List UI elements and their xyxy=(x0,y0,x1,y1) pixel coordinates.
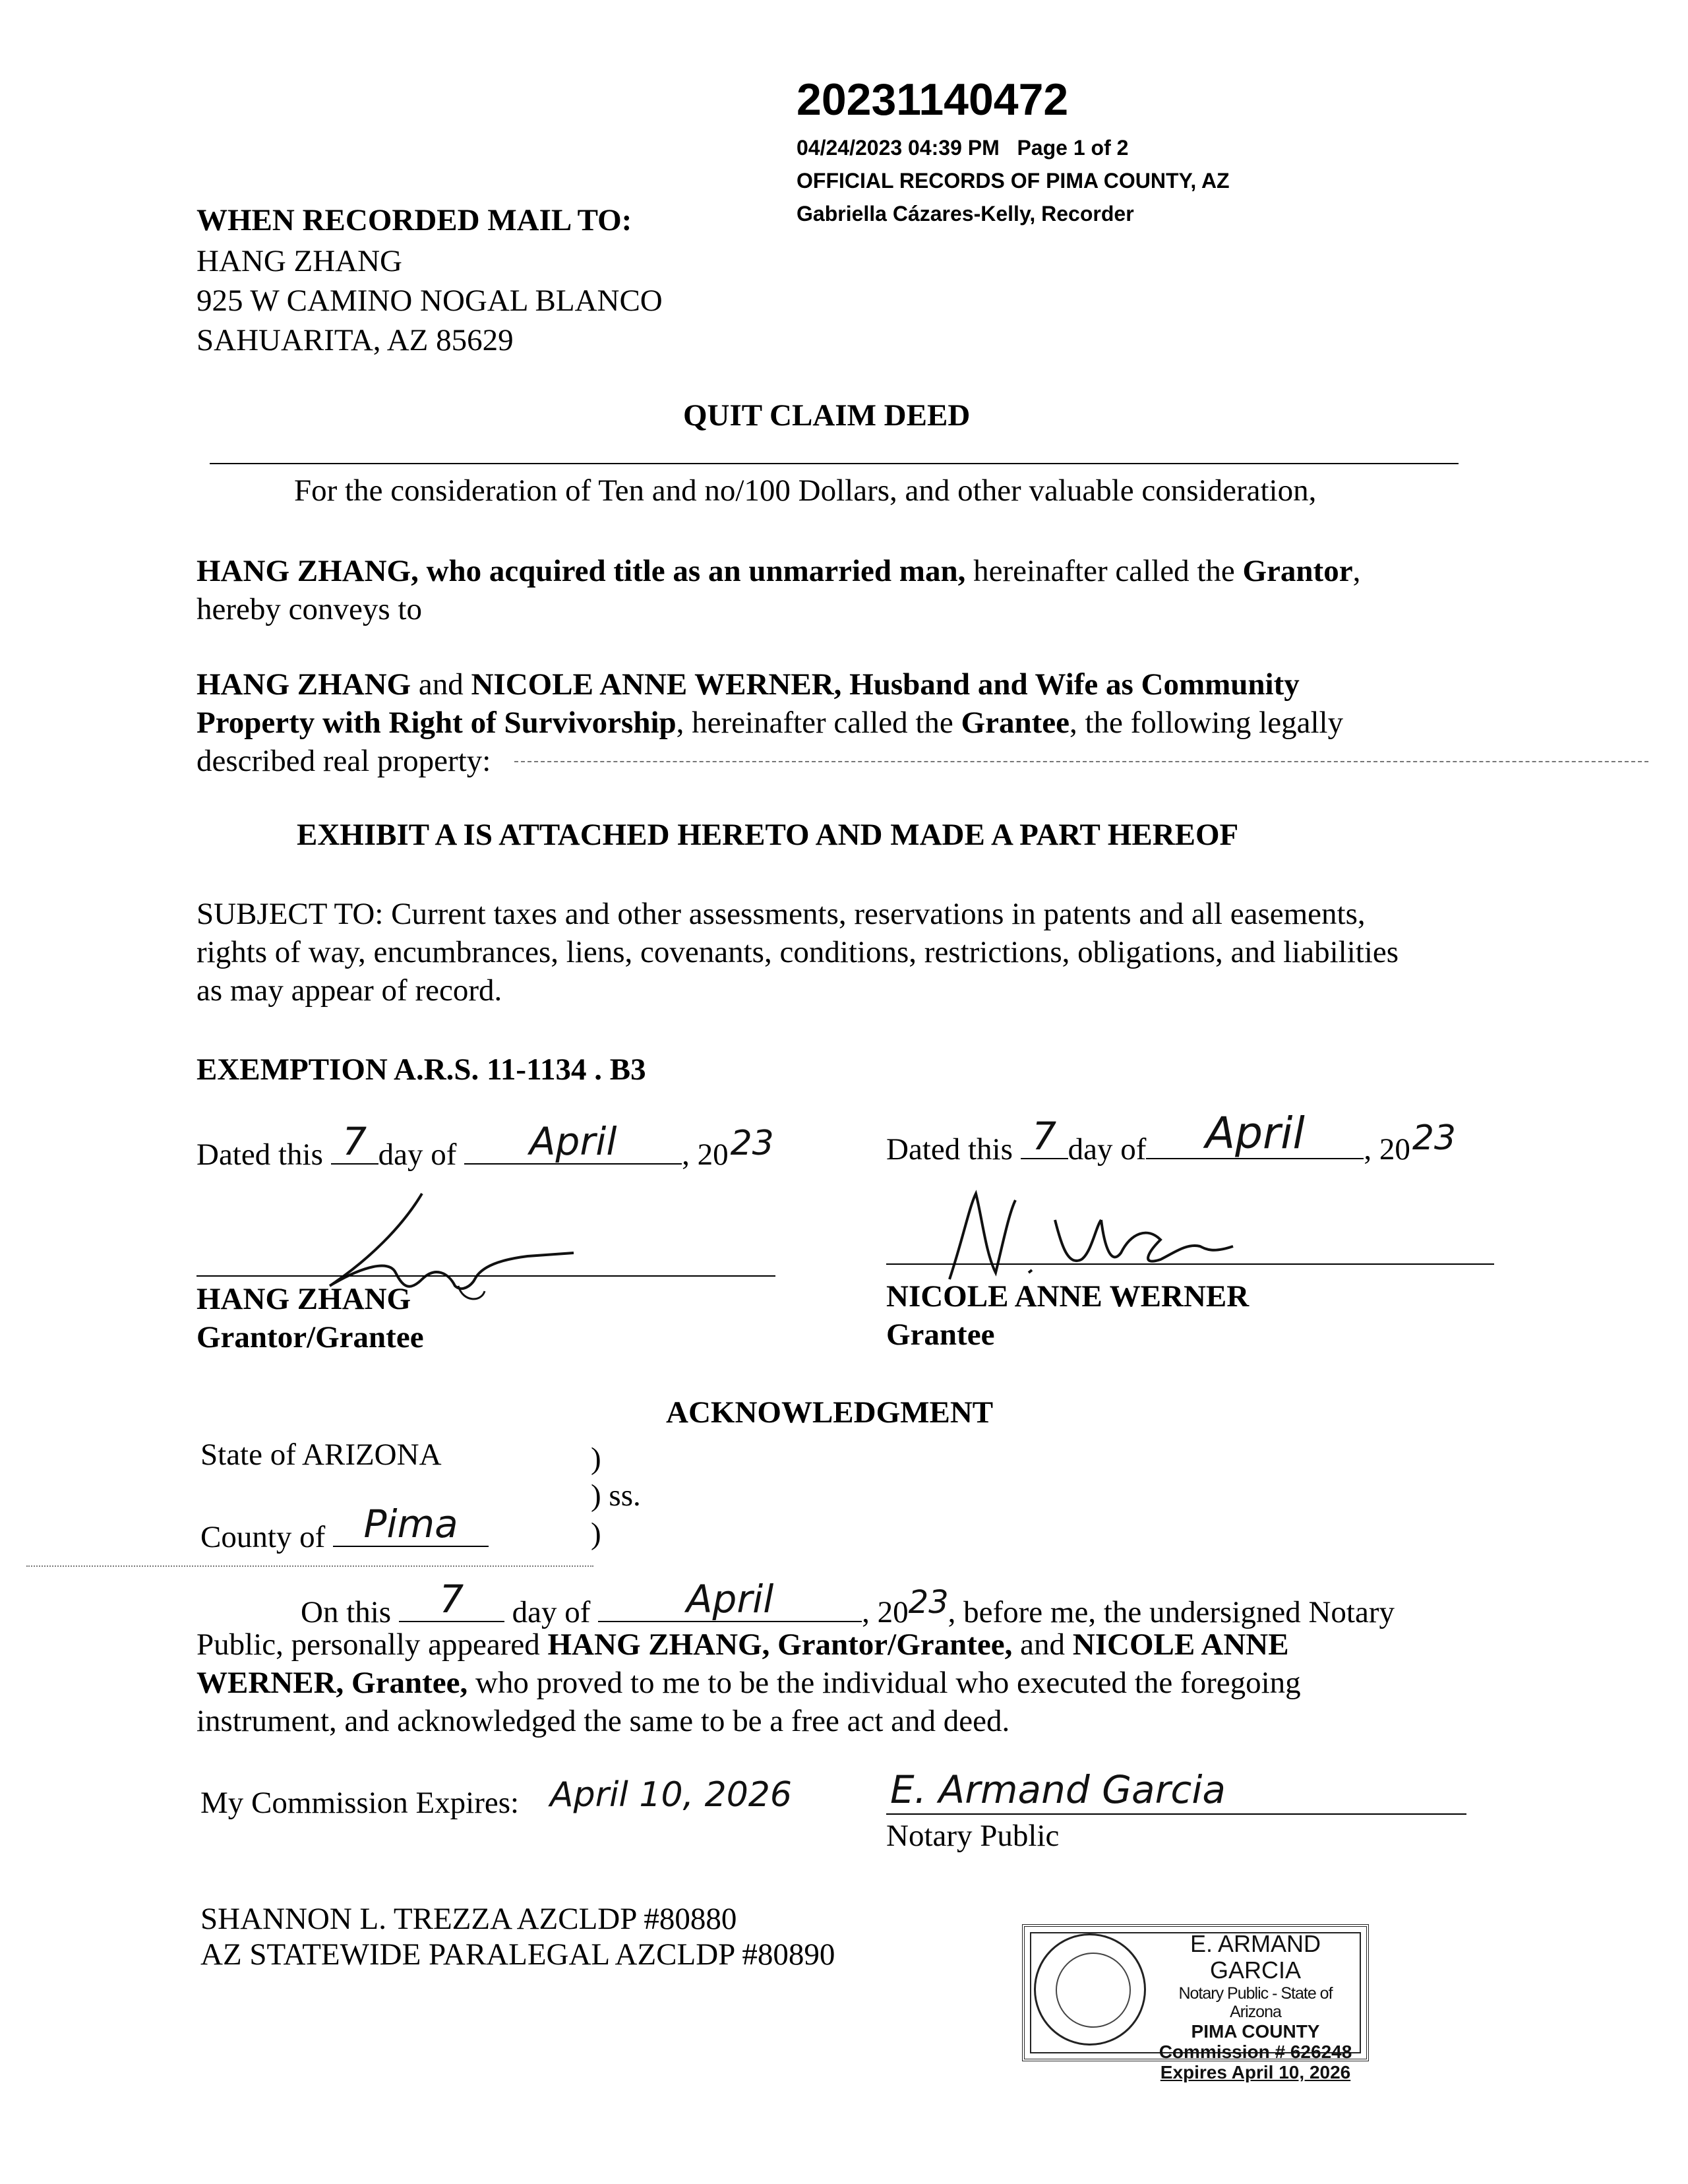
county-label: County of xyxy=(200,1520,326,1554)
dated-right-month: April xyxy=(1205,1108,1305,1159)
notary-day-field xyxy=(399,1577,504,1622)
dated-right-day-field xyxy=(1021,1114,1068,1159)
document-title: QUIT CLAIM DEED xyxy=(683,398,971,433)
grantee-signature xyxy=(923,1180,1266,1292)
notary-signature-line xyxy=(886,1813,1466,1815)
subject-to-line2: rights of way, encumbrances, liens, covenants, conditions, restrictions, obligations, and liabilities xyxy=(196,935,1399,969)
dated-left xyxy=(196,1119,776,1175)
commission-label: My Commission Expires: xyxy=(200,1786,520,1820)
recording-office: OFFICIAL RECORDS OF PIMA COUNTY, AZ xyxy=(797,169,1230,193)
notary-line4: instrument, and acknowledged the same to be a free act and deed. xyxy=(196,1704,1010,1738)
recorder-name: Gabriella Cázares-Kelly, Recorder xyxy=(797,202,1134,226)
grantee-legally: , the following legally xyxy=(1069,706,1344,740)
dated-right-year-field xyxy=(1410,1118,1458,1159)
dated-right-prefix: Dated this xyxy=(886,1132,1013,1167)
grantee-role: Grantee xyxy=(886,1318,995,1352)
grantor-name: HANG ZHANG xyxy=(196,1282,411,1316)
dated-right-year-prefix: , 20 xyxy=(1364,1132,1410,1167)
notary-seal xyxy=(1022,1924,1369,2083)
preparer-line2: AZ STATEWIDE PARALEGAL AZCLDP #80890 xyxy=(200,1937,835,1972)
recording-datetime xyxy=(797,136,1128,160)
commission-value: April 10, 2026 xyxy=(550,1775,792,1815)
seal-state-line: Notary Public - State of Arizona xyxy=(1178,1984,1333,2021)
ss-label: ) ss. xyxy=(591,1478,641,1513)
seal-expires: Expires April 10, 2026 xyxy=(1160,2062,1351,2083)
paren-1: ) xyxy=(591,1441,601,1476)
recording-date: 04/24/2023 04:39 PM xyxy=(797,136,1000,160)
dated-left-day-field xyxy=(331,1119,378,1165)
notary-year-prefix: , 20 xyxy=(862,1595,909,1629)
seal-commission: Commission # 626248 xyxy=(1159,2041,1352,2062)
grantee-name: NICOLE ANNE WERNER xyxy=(886,1279,1250,1314)
dated-right-dayof: day of xyxy=(1068,1132,1147,1167)
grantor-line2: hereby conveys to xyxy=(196,592,422,626)
dated-right-day: 7 xyxy=(1032,1114,1057,1159)
state-label: State of ARIZONA xyxy=(200,1438,442,1472)
grantor-text: hereinafter called the xyxy=(965,554,1243,588)
county-field xyxy=(333,1502,489,1547)
document-number: 20231140472 xyxy=(797,75,1069,125)
county-line xyxy=(200,1502,489,1558)
grantee-property: Property with Right of Survivorship xyxy=(196,706,677,740)
notary-bold1: HANG ZHANG, Grantor/Grantee, xyxy=(547,1627,1013,1662)
notary-text1: , before me, the undersigned Notary xyxy=(948,1595,1395,1629)
notary-day: 7 xyxy=(439,1577,464,1622)
grantee-name2: NICOLE ANNE WERNER, Husband and Wife as Community xyxy=(471,667,1300,702)
acknowledgment-heading: ACKNOWLEDGMENT xyxy=(666,1395,994,1430)
notary-on-this: On this xyxy=(301,1595,392,1629)
title-rule xyxy=(210,463,1459,464)
grantor-term: Grantor xyxy=(1242,554,1353,588)
grantee-signature-line xyxy=(886,1263,1494,1265)
paren-3: ) xyxy=(591,1517,601,1551)
notary-text4: who proved to me to be the individual who executed the foregoing xyxy=(467,1666,1301,1700)
grantor-bold: HANG ZHANG, who acquired title as an unmarried man, xyxy=(196,554,966,588)
grantor-line1 xyxy=(196,551,1360,592)
dated-left-month-field xyxy=(464,1119,682,1165)
notary-text3: and xyxy=(1012,1627,1073,1662)
mail-to-name: HANG ZHANG xyxy=(196,244,402,278)
consideration-text: For the consideration of Ten and no/100 Dollars, and other valuable consideration, xyxy=(294,473,1317,508)
mail-to-address2: SAHUARITA, AZ 85629 xyxy=(196,323,514,357)
grantee-and: and xyxy=(411,667,471,702)
seal-notary-name: E. ARMAND GARCIA xyxy=(1190,1930,1321,1984)
grantee-term: Grantee xyxy=(961,706,1070,740)
state-seal-inner-icon xyxy=(1056,1953,1131,2028)
mail-to-label: WHEN RECORDED MAIL TO: xyxy=(196,203,632,237)
dated-right-month-field xyxy=(1146,1108,1364,1159)
notary-year: 23 xyxy=(908,1584,949,1621)
grantor-role: Grantor/Grantee xyxy=(196,1320,424,1354)
seal-text-block xyxy=(1157,1931,1354,2083)
grantor-signature-line xyxy=(196,1275,775,1277)
mail-to-address1: 925 W CAMINO NOGAL BLANCO xyxy=(196,284,663,318)
exemption: EXEMPTION A.R.S. 11-1134 . B3 xyxy=(196,1052,646,1087)
dated-left-prefix: Dated this xyxy=(196,1138,323,1172)
grantee-name1: HANG ZHANG xyxy=(196,667,411,702)
grantee-text: , hereinafter called the xyxy=(676,706,961,740)
grantee-line2 xyxy=(196,703,1343,743)
subject-to-line3: as may appear of record. xyxy=(196,973,502,1008)
grantee-line1 xyxy=(196,665,1300,705)
page-info: Page 1 of 2 xyxy=(1017,136,1129,160)
dated-right xyxy=(886,1108,1458,1170)
dated-left-year-field xyxy=(729,1124,776,1165)
notary-signature: E. Armand Garcia xyxy=(890,1767,1226,1812)
grantor-comma: , xyxy=(1352,554,1361,588)
dated-left-dayof: day of xyxy=(378,1138,457,1172)
dated-left-day: 7 xyxy=(342,1119,367,1164)
notary-day-of: day of xyxy=(512,1595,591,1629)
seal-county: PIMA COUNTY xyxy=(1191,2020,1320,2042)
exhibit-statement: EXHIBIT A IS ATTACHED HERETO AND MADE A PART HEREOF xyxy=(297,818,1239,852)
preparer-line1: SHANNON L. TREZZA AZCLDP #80880 xyxy=(200,1902,737,1936)
notary-month: April xyxy=(686,1577,774,1622)
notary-bold3: WERNER, Grantee, xyxy=(196,1666,468,1700)
notary-public-label: Notary Public xyxy=(886,1819,1060,1853)
state-seal-icon xyxy=(1034,1933,1146,2046)
county-value: Pima xyxy=(363,1502,458,1546)
dated-left-year: 23 xyxy=(730,1124,774,1163)
notary-line3 xyxy=(196,1663,1301,1703)
notary-line2 xyxy=(196,1625,1289,1665)
notary-month-field xyxy=(598,1577,862,1622)
scan-artifact-dashes xyxy=(514,761,1648,762)
scan-artifact-dashes-2 xyxy=(26,1565,593,1567)
dated-left-year-prefix: , 20 xyxy=(682,1138,729,1172)
notary-text2: Public, personally appeared xyxy=(196,1627,548,1662)
dated-left-month: April xyxy=(529,1119,617,1164)
subject-to-line1: SUBJECT TO: Current taxes and other assessments, reservations in patents and all easements, xyxy=(196,897,1366,931)
notary-bold2: NICOLE ANNE xyxy=(1072,1627,1289,1662)
notary-year-field xyxy=(908,1584,949,1622)
grantee-line3: described real property: xyxy=(196,744,491,778)
dated-right-year: 23 xyxy=(1412,1118,1456,1158)
